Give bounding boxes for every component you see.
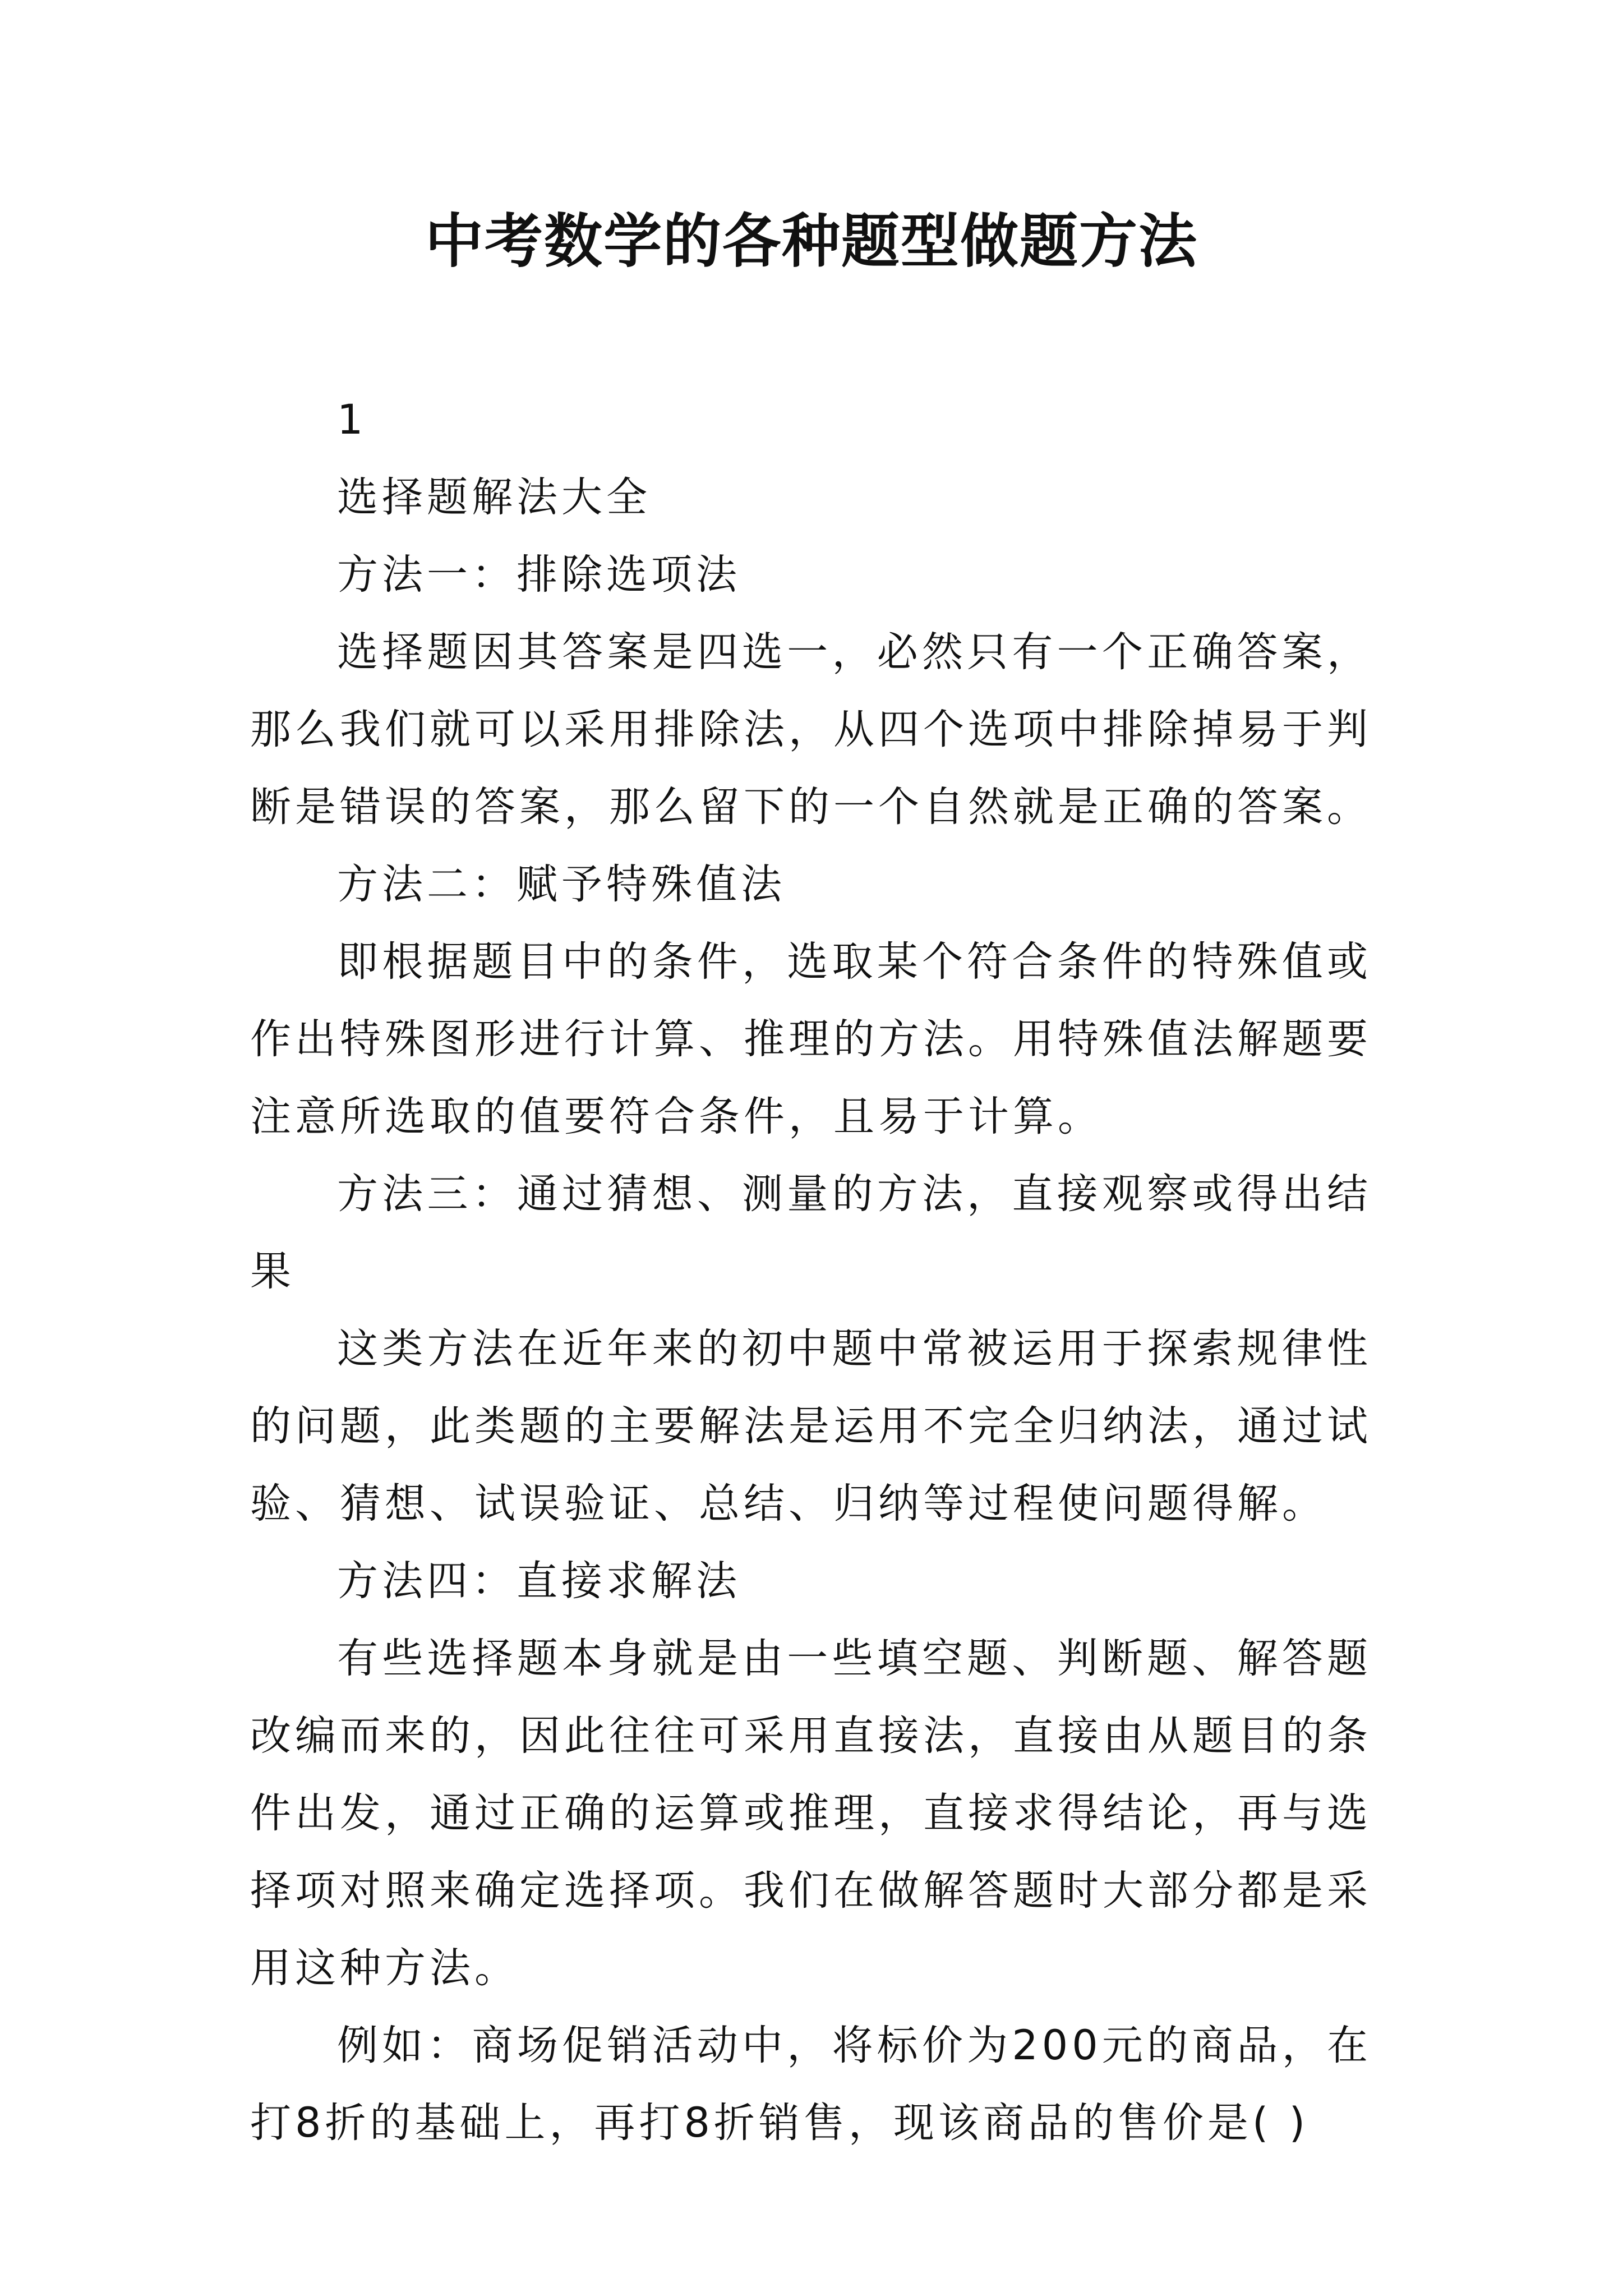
method-two-text: 即根据题目中的条件，选取某个符合条件的特殊值或作出特殊图形进行计算、推理的方法。用特殊值法解题要注意所选取的值要符合条件，且易于计算。: [250, 938, 1372, 1140]
document-title: 中考数学的各种题型做题方法: [425, 206, 1198, 275]
method-three-text: 这类方法在近年来的初中题中常被运用于探索规律性的问题，此类题的主要解法是运用不完全归纳法，通过试验、猜想、试误验证、总结、归纳等过程使问题得解。: [250, 1325, 1372, 1527]
method-one-heading: 方法一：排除选项法: [337, 551, 741, 599]
method-three-heading: 方法三：通过猜想、测量的方法，直接观察或得出结果: [250, 1170, 1372, 1295]
method-four-text: 有些选择题本身就是由一些填空题、判断题、解答题改编而来的，因此往往可采用直接法，直接由从题目的条件出发，通过正确的运算或推理，直接求得结论，再与选择项对照来确定选择项。我们在做解答题时大部分都是采用这种方法。: [250, 1635, 1372, 1992]
section-heading: 选择题解法大全: [337, 473, 651, 521]
method-two-heading: 方法二：赋予特殊值法: [337, 861, 786, 908]
method-one-text: 选择题因其答案是四选一，必然只有一个正确答案，那么我们就可以采用排除法，从四个选项中排除掉易于判断是错误的答案，那么留下的一个自然就是正确的答案。: [250, 628, 1372, 831]
document-body: [250, 381, 1372, 2162]
page-number-label: 1: [337, 396, 367, 444]
example-text: 例如：商场促销活动中，将标价为200元的商品，在打8折的基础上，再打8折销售，现该商品的售价是( ): [250, 2022, 1372, 2147]
method-four-heading: 方法四：直接求解法: [337, 1557, 741, 1605]
